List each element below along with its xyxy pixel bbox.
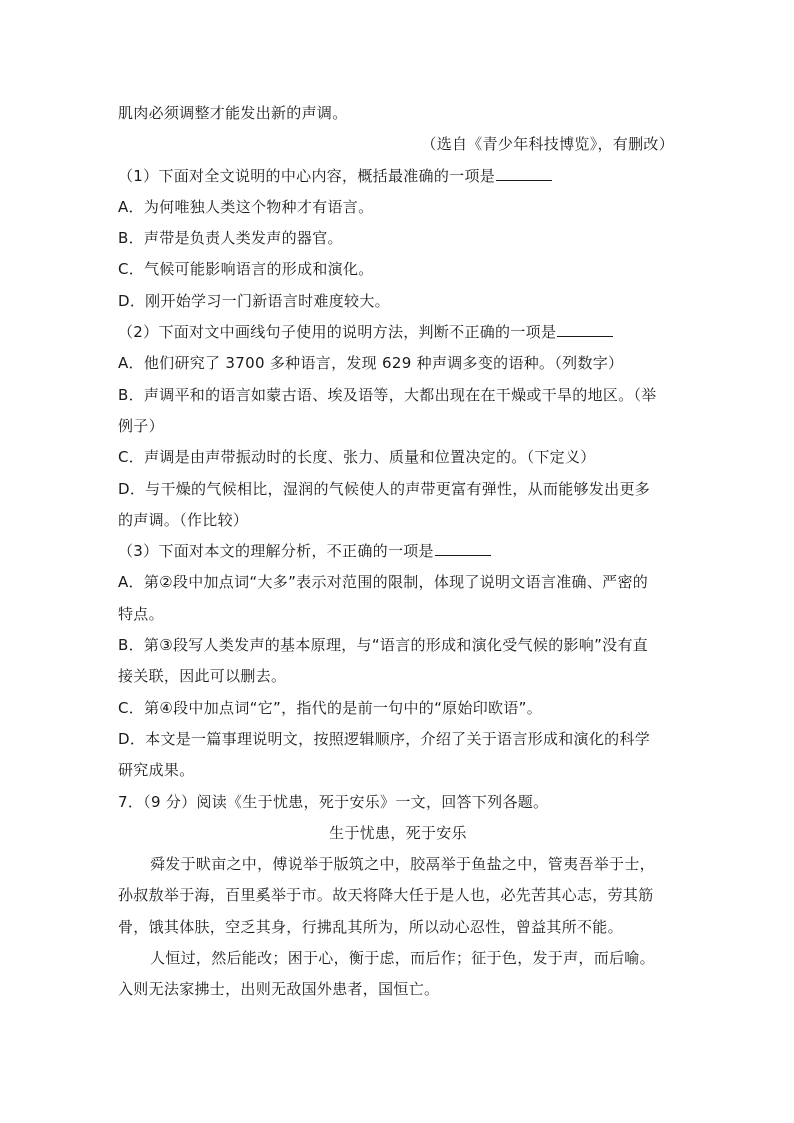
- question-7-stem: 7．（9 分）阅读《生于忧患，死于安乐》一文，回答下列各题。: [118, 792, 549, 811]
- question-1-option-a: A．为何唯独人类这个物种才有语言。: [118, 197, 374, 216]
- passage-ending-line: 肌肉必须调整才能发出新的声调。: [118, 104, 348, 122]
- classical-text-title: 生于忧患，死于安乐: [329, 823, 467, 842]
- classical-text-para-1-line-2: 孙叔敖举于海，百里奚举于市。故天将降大任于是人也，必先苦其心志，劳其筋: [118, 886, 654, 905]
- answer-blank: [557, 322, 613, 337]
- question-2-option-d-cont: 的声调。（作比较）: [118, 510, 249, 529]
- question-3-option-a: A．第②段中加点词“大多”表示对范围的限制，体现了说明文语言准确、严密的: [118, 573, 649, 592]
- question-2-text: （2）下面对文中画线句子使用的说明方法，判断不正确的一项是: [118, 323, 557, 342]
- question-1-option-b: B．声带是负责人类发声的器官。: [118, 229, 343, 248]
- question-2-option-c: C．声调是由声带振动时的长度、张力、质量和位置决定的。（下定义）: [118, 448, 596, 467]
- classical-text-para-1-line-3: 骨，饿其体肤，空乏其身，行拂乱其所为，所以动心忍性，曾益其所不能。: [118, 917, 623, 936]
- question-3-option-b-cont: 接关联，因此可以删去。: [118, 667, 287, 686]
- question-1-stem: [118, 161, 678, 192]
- question-2-option-d: D．与干燥的气候相比，湿润的气候使人的声带更富有弹性，从而能够发出更多: [118, 479, 651, 498]
- question-3-stem: [118, 536, 678, 567]
- question-3-option-a-cont: 特点。: [118, 604, 164, 623]
- question-3-text: （3）下面对本文的理解分析，不正确的一项是: [118, 542, 434, 561]
- classical-text-para-1-line-1: 舜发于畎亩之中，傅说举于版筑之中，胶鬲举于鱼盐之中，管夷吾举于士，: [150, 855, 655, 874]
- question-1-text: （1）下面对全文说明的中心内容，概括最准确的一项是: [118, 166, 496, 185]
- question-2-stem: [118, 317, 678, 348]
- source-citation: （选自《青少年科技博览》，有删改）: [421, 135, 674, 154]
- question-2-option-b-cont: 例子）: [118, 416, 164, 435]
- classical-text-para-2-line-1: 人恒过，然后能改；困于心，衡于虑，而后作；征于色，发于声，而后喻。: [150, 949, 655, 968]
- question-3-option-b: B．第③段写人类发声的基本原理，与“语言的形成和演化受气候的影响”没有直: [118, 636, 649, 655]
- answer-blank: [435, 541, 491, 556]
- question-1-option-c: C．气候可能影响语言的形成和演化。: [118, 260, 374, 279]
- answer-blank: [496, 166, 552, 181]
- question-3-option-d: D．本文是一篇事理说明文，按照逻辑顺序，介绍了关于语言形成和演化的科学: [118, 729, 651, 748]
- question-1-option-d: D．刚开始学习一门新语言时难度较大。: [118, 291, 390, 310]
- document-content: [118, 98, 678, 1006]
- question-2-option-a: A．他们研究了 3700 多种语言，发现 629 种声调多变的语种。（列数字）: [118, 354, 624, 373]
- question-2-option-b: B．声调平和的语言如蒙古语、埃及语等，大都出现在在干燥或干旱的地区。（举: [118, 385, 657, 404]
- classical-text-para-2-line-2: 入则无法家拂士，出则无敌国外患者，国恒亡。: [118, 980, 440, 999]
- question-3-option-c: C．第④段中加点词“它”，指代的是前一句中的“原始印欧语”。: [118, 698, 543, 717]
- question-3-option-d-cont: 研究成果。: [118, 761, 195, 780]
